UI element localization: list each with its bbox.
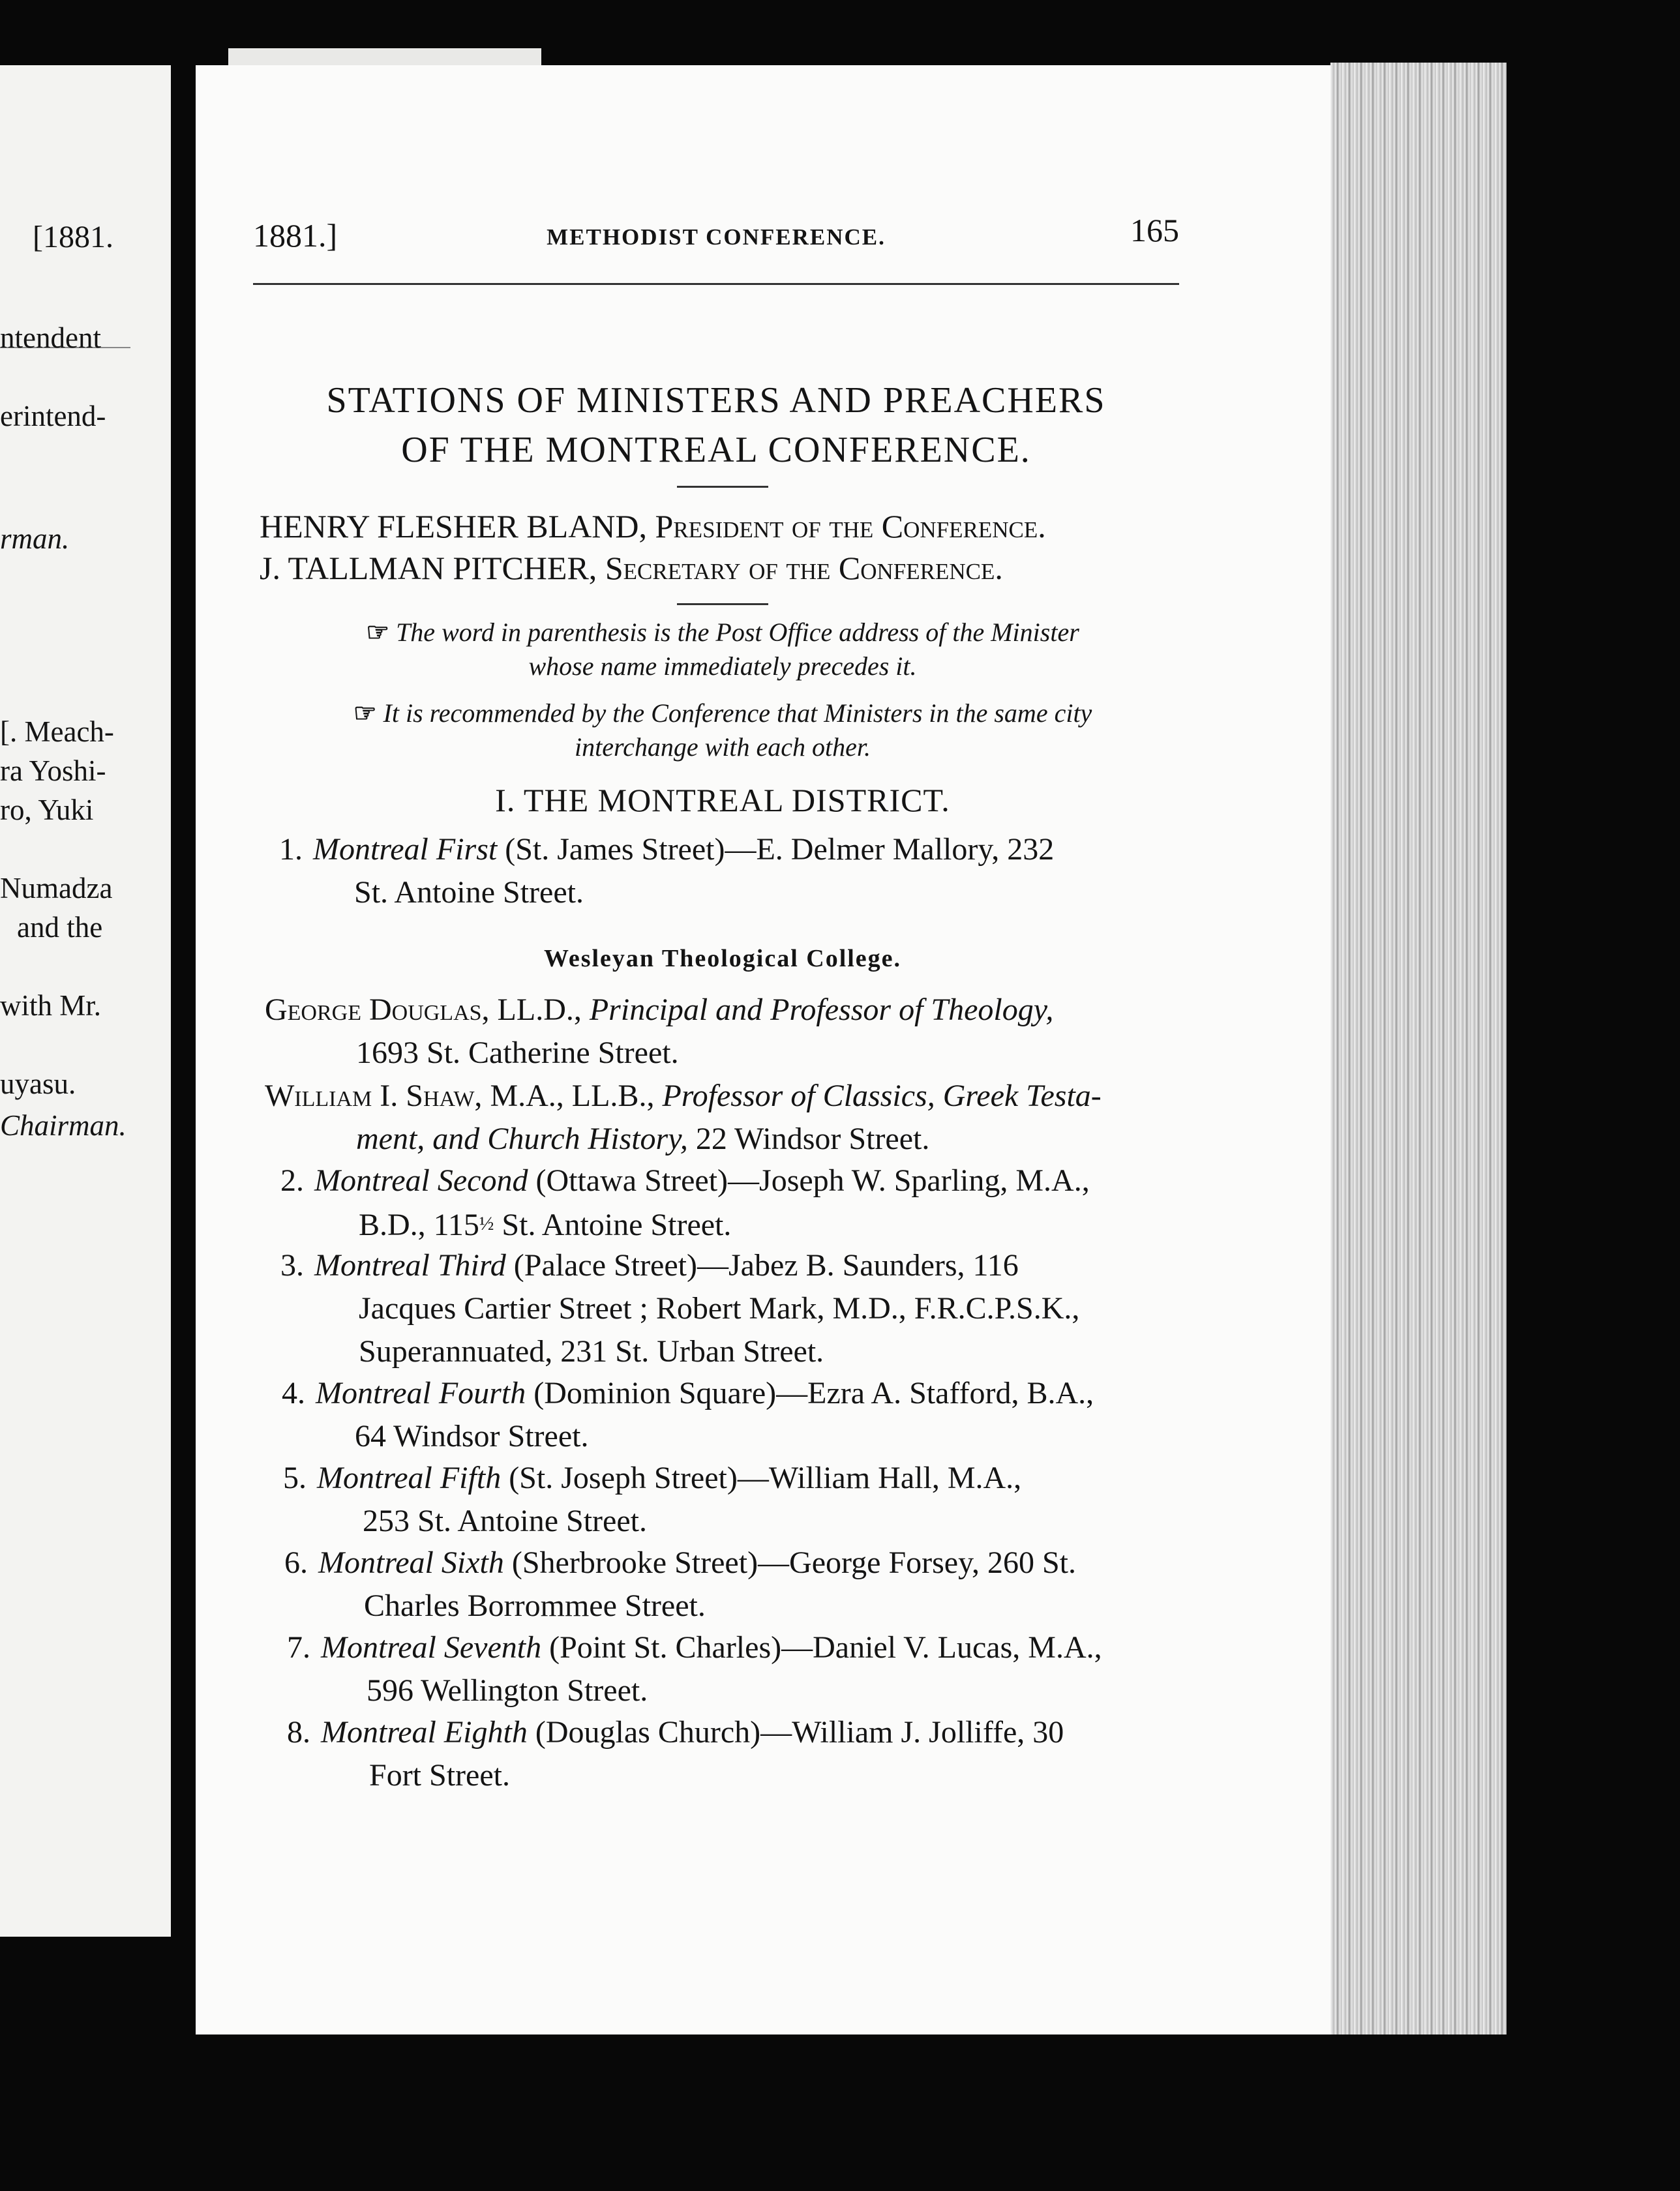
station-name: Montreal Fifth [317, 1461, 502, 1495]
staff-address: 22 Windsor Street. [687, 1122, 930, 1156]
main-title-line-2: OF THE MONTREAL CONFERENCE. [401, 430, 1031, 470]
station-name: Montreal Sixth [318, 1545, 504, 1580]
page-stack-edges [1330, 63, 1507, 2034]
entry-line-1: (St. James Street)—E. Delmer Mallory, 232 [497, 832, 1055, 867]
staff-role: Principal and Professor of Theology, [589, 992, 1054, 1027]
secretary-role: Secretary of the Conference. [605, 550, 1003, 586]
station-name: Montreal Fourth [316, 1376, 526, 1410]
station-entry-5 [283, 1457, 1021, 1543]
district-heading: I. THE MONTREAL DISTRICT. [495, 782, 950, 818]
entry-line-2: 253 St. Antoine Street. [363, 1504, 647, 1538]
note-2 [253, 696, 1192, 764]
station-name: Montreal First [313, 832, 498, 867]
left-page-fragment [0, 65, 171, 1937]
left-fragment: and the [17, 911, 103, 944]
station-name: Montreal Seventh [321, 1630, 542, 1665]
station-entry-7 [287, 1626, 1102, 1712]
entry-line-2: Jacques Cartier Street ; Robert Mark, M.D., F.R.C.P.S.K., [359, 1291, 1080, 1326]
entry-number: 6. [284, 1545, 308, 1580]
entry-number: 5. [283, 1461, 307, 1495]
title-rule [677, 486, 768, 488]
entry-line-2: 596 Wellington Street. [367, 1673, 648, 1708]
secretary-line [260, 549, 1003, 587]
note-1 [253, 616, 1192, 683]
entry-line-2: 64 Windsor Street. [355, 1419, 589, 1453]
left-fragment: with Mr. [0, 989, 102, 1022]
station-entry-2 [280, 1159, 1090, 1247]
left-fragment: erintend- [0, 400, 106, 432]
pointing-hand-icon: ☞ [353, 698, 377, 728]
station-entry-3 [280, 1244, 1079, 1373]
station-entry-6 [284, 1542, 1076, 1628]
left-fragment: rman. [0, 522, 70, 555]
left-fragment: Chairman. [0, 1109, 127, 1142]
left-fragment: ro, Yuki [0, 794, 94, 826]
staff-name: William I. Shaw, [265, 1079, 483, 1113]
station-entry-4 [282, 1372, 1094, 1458]
left-fragment: uyasu. [0, 1067, 76, 1100]
president-role: President of the Conference. [655, 508, 1046, 544]
fraction: ½ [479, 1213, 494, 1234]
staff-degrees: LL.D., [489, 992, 590, 1027]
staff-role: Professor of Classics, Greek Testa- [662, 1079, 1102, 1113]
station-name: Montreal Third [314, 1248, 506, 1283]
staff-degrees: M.A., LL.B., [482, 1079, 663, 1113]
entry-line-3: Superannuated, 231 St. Urban Street. [359, 1334, 824, 1369]
entry-number: 2. [280, 1163, 304, 1198]
college-entry-shaw [265, 1075, 1102, 1161]
entry-number: 7. [287, 1630, 310, 1665]
entry-line-1: (Palace Street)—Jabez B. Saunders, 116 [505, 1248, 1019, 1283]
entry-number: 8. [287, 1715, 310, 1750]
entry-line-1: (Sherbrooke Street)—George Forsey, 260 St. [503, 1545, 1077, 1580]
running-head [253, 210, 1179, 256]
left-fragment: [. Meach- [0, 715, 114, 748]
note-1-line-2: whose name immediately precedes it. [528, 651, 917, 681]
entry-line-1: (Dominion Square)—Ezra A. Stafford, B.A., [526, 1376, 1094, 1410]
left-fragment: ra Yoshi- [0, 754, 106, 787]
note-2-line-2: interchange with each other. [575, 732, 871, 762]
station-entry-1 [279, 828, 1054, 914]
president-line [260, 507, 1046, 545]
staff-name: George Douglas, [265, 992, 490, 1027]
left-fragment: Numadza [0, 872, 113, 904]
main-title-line-1: STATIONS OF MINISTERS AND PREACHERS [326, 380, 1106, 421]
officers-rule [677, 603, 768, 605]
entry-line-2: St. Antoine Street. [354, 875, 584, 910]
secretary-name: J. TALLMAN PITCHER, [260, 550, 597, 586]
left-fragment: ntendent [0, 321, 101, 354]
entry-line-1: (Douglas Church)—William J. Jolliffe, 30 [527, 1715, 1064, 1750]
header-rule [253, 283, 1179, 285]
station-name: Montreal Second [314, 1163, 528, 1198]
left-page-header: [1881. [33, 220, 113, 254]
station-entry-8 [287, 1711, 1064, 1797]
pointing-hand-icon: ☞ [366, 618, 390, 647]
entry-number: 4. [282, 1376, 305, 1410]
entry-line-2: Charles Borrommee Street. [364, 1588, 706, 1623]
station-name: Montreal Eighth [321, 1715, 528, 1750]
note-2-line-1: It is recommended by the Conference that Ministers in the same city [383, 698, 1092, 728]
staff-address: 1693 St. Catherine Street. [356, 1036, 679, 1070]
college-entry-douglas [265, 989, 1053, 1075]
entry-line-2: Fort Street. [369, 1758, 510, 1793]
running-head-year: 1881.] [253, 217, 338, 254]
entry-number: 3. [280, 1248, 304, 1283]
page-number: 165 [1130, 212, 1179, 248]
entry-line-1: (Ottawa Street)—Joseph W. Sparling, M.A., [528, 1163, 1090, 1198]
entry-line-1: (St. Joseph Street)—William Hall, M.A., [501, 1461, 1022, 1495]
entry-line-1: (Point St. Charles)—Daniel V. Lucas, M.A., [541, 1630, 1102, 1665]
college-heading: Wesleyan Theological College. [543, 945, 902, 972]
entry-number: 1. [279, 832, 303, 867]
note-1-line-1: The word in parenthesis is the Post Office address of the Minister [396, 618, 1079, 647]
entry-line-2a: B.D., 115 [359, 1208, 479, 1242]
staff-role-cont: ment, and Church History, [356, 1122, 688, 1156]
running-head-title: METHODIST CONFERENCE. [547, 224, 886, 250]
entry-line-2b: St. Antoine Street. [494, 1208, 732, 1242]
president-name: HENRY FLESHER BLAND, [260, 508, 648, 544]
